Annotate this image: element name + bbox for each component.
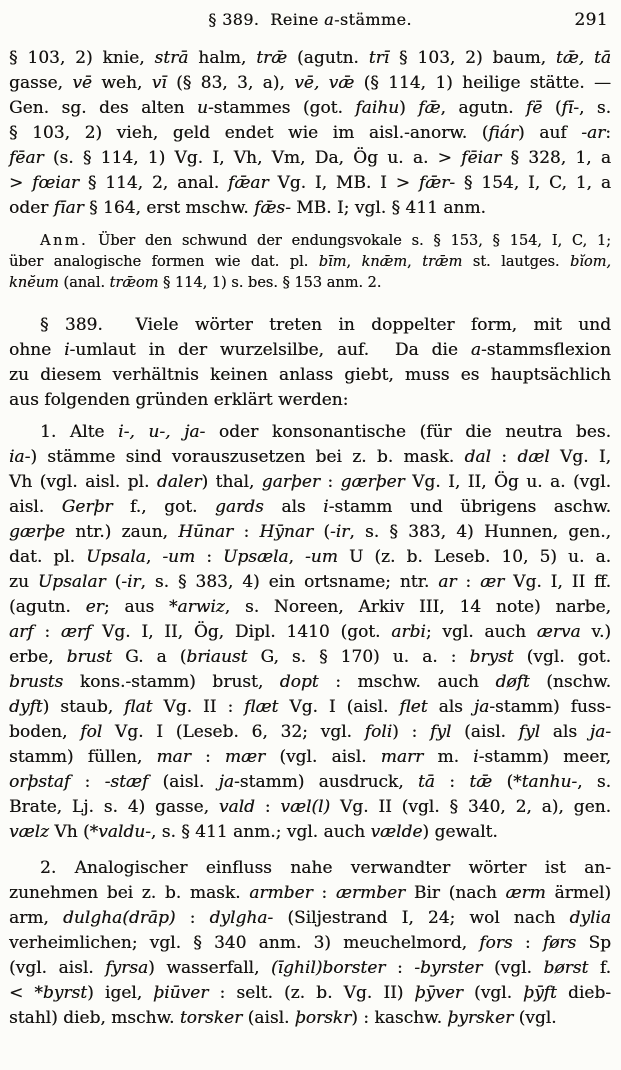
text-run: > xyxy=(9,173,33,193)
text-run: (aisl. xyxy=(148,772,219,792)
term-italic: dyft xyxy=(9,697,43,717)
text-line xyxy=(9,770,611,795)
text-line xyxy=(9,956,611,981)
term-italic: brusts xyxy=(9,672,64,692)
term-italic: fǣs- xyxy=(254,198,291,218)
text-line xyxy=(9,856,611,881)
running-header-title xyxy=(208,10,412,29)
term-italic: ar xyxy=(438,572,457,592)
term-italic: børst xyxy=(543,958,589,978)
text-run: -umlaut in der wurzelsilbe, auf. Da die xyxy=(69,340,471,360)
term-italic: trǣ xyxy=(256,48,288,68)
term-italic: gærþe xyxy=(9,522,65,542)
text-run: : xyxy=(490,447,518,467)
point-2 xyxy=(9,856,611,1031)
text-run: über analogische formen wie dat. pl. xyxy=(9,254,319,270)
text-run: -stämme. xyxy=(334,10,412,29)
text-run: -stamm) ausdruck, xyxy=(234,772,418,792)
text-run: ) auf xyxy=(518,123,582,143)
term-italic: garþer xyxy=(261,472,320,492)
text-run: Vg. I, xyxy=(549,447,611,467)
term-italic: trǣom xyxy=(109,275,159,291)
text-line xyxy=(9,273,611,294)
text-run: , agutn. xyxy=(440,98,527,118)
text-run: : xyxy=(254,797,281,817)
text-run: ( xyxy=(313,522,330,542)
text-line xyxy=(9,695,611,720)
term-italic: fēiar xyxy=(461,148,502,168)
text-line xyxy=(9,931,611,956)
text-line xyxy=(9,570,611,595)
term-italic: þȳft xyxy=(523,983,557,1003)
text-run: , s. xyxy=(578,98,611,118)
text-run: (§ 114, 1) heilige stätte. — xyxy=(354,73,611,93)
text-run: zunehmen bei z. b. mask. xyxy=(9,883,250,903)
text-run: § 389. Viele wörter treten in doppelter form, mit und xyxy=(40,315,611,335)
term-italic: flat xyxy=(124,697,153,717)
term-italic: Hȳnar xyxy=(259,522,314,542)
term-italic: strā xyxy=(154,48,189,68)
text-run: U (z. b. Leseb. 10, 5) u. a. xyxy=(337,547,611,567)
term-italic: ja xyxy=(218,772,235,792)
text-run: , xyxy=(145,547,163,567)
term-italic: knĕum xyxy=(9,275,59,291)
term-italic: fē xyxy=(526,98,543,118)
term-italic: ærmber xyxy=(335,883,406,903)
text-run: § 389. Reine xyxy=(208,10,325,29)
text-run: 1. Alte xyxy=(40,422,119,442)
text-run: ( xyxy=(492,772,514,792)
term-italic: dopt xyxy=(279,672,319,692)
term-italic: fǣr- xyxy=(418,173,456,193)
term-italic: ia- xyxy=(9,447,31,467)
text-run: ) igel, xyxy=(87,983,154,1003)
term-italic: þorskr xyxy=(294,1008,352,1028)
text-run: : xyxy=(33,622,61,642)
text-run: dieb- xyxy=(556,983,611,1003)
term-italic: vælde xyxy=(370,822,423,842)
text-run: ntr.) zaun, xyxy=(64,522,179,542)
text-run: , s. Noreen, Arkiv III, 14 note) narbe, xyxy=(224,597,612,617)
term-italic: mar xyxy=(156,747,191,767)
term-italic: trǣm xyxy=(422,254,463,270)
text-line xyxy=(9,46,611,71)
term-italic: torsker xyxy=(179,1008,243,1028)
text-run: (anal. xyxy=(58,275,110,291)
term-italic: ja xyxy=(473,697,490,717)
text-run: ) wasserfall, xyxy=(148,958,271,978)
term-italic: -stæf xyxy=(104,772,149,792)
text-run: G. a ( xyxy=(112,647,187,667)
text-run: : xyxy=(190,747,225,767)
term-italic: þyrsker xyxy=(447,1008,514,1028)
term-italic: dal xyxy=(464,447,491,467)
term-italic: daler xyxy=(156,472,202,492)
text-line xyxy=(9,545,611,570)
term-italic: *tanhu- xyxy=(513,772,578,792)
term-italic: fol xyxy=(80,722,103,742)
text-run: Gen. sg. des alten xyxy=(9,98,197,118)
text-line xyxy=(9,146,611,171)
text-run: (Siljestrand I, 24; wol nach xyxy=(273,908,570,928)
text-run: : xyxy=(233,522,260,542)
text-run: (aisl. xyxy=(451,722,519,742)
text-line xyxy=(9,363,611,388)
text-run: ) staub, xyxy=(42,697,125,717)
text-run: , xyxy=(407,254,423,270)
term-italic: vē xyxy=(72,73,92,93)
text-line xyxy=(9,795,611,820)
text-line xyxy=(9,420,611,445)
term-italic: *arwiz xyxy=(169,597,225,617)
text-run: verheimlichen; vgl. § 340 anm. 3) meuchelmord, xyxy=(9,933,480,953)
text-run: (vgl. xyxy=(482,958,544,978)
text-run: arm, xyxy=(9,908,63,928)
term-italic: fīar xyxy=(53,198,84,218)
text-run: boden, xyxy=(9,722,81,742)
text-run: kons.-stamm) brust, xyxy=(63,672,280,692)
text-run: Brate, Lj. s. 4) gasse, xyxy=(9,797,219,817)
text-line xyxy=(9,171,611,196)
term-italic: a xyxy=(470,340,481,360)
term-italic: *valdu- xyxy=(89,822,151,842)
text-line xyxy=(9,745,611,770)
text-run: (agutn. xyxy=(287,48,369,68)
term-italic: tǣ xyxy=(469,772,493,792)
term-italic: -ir xyxy=(330,522,350,542)
term-italic: gards xyxy=(215,497,264,517)
text-run: : xyxy=(175,908,210,928)
text-line xyxy=(9,1006,611,1031)
term-italic: Upsalar xyxy=(37,572,106,592)
term-italic: fyl xyxy=(518,722,541,742)
term-italic: dylgha- xyxy=(209,908,274,928)
text-line xyxy=(9,445,611,470)
text-line xyxy=(9,595,611,620)
term-italic: bīm xyxy=(318,254,347,270)
term-italic: trī xyxy=(368,48,390,68)
text-run: Vg. I (aisl. xyxy=(278,697,400,717)
term-italic: bĭom, xyxy=(570,254,612,270)
term-italic: dylia xyxy=(569,908,611,928)
anmerkung xyxy=(9,231,611,294)
text-run: Bir (nach xyxy=(405,883,506,903)
text-run: -stamm) fuss- xyxy=(489,697,611,717)
term-italic: i xyxy=(473,747,479,767)
text-run: m. xyxy=(423,747,474,767)
term-italic: arbi xyxy=(391,622,426,642)
text-line xyxy=(9,231,611,252)
text-run: (s. § 114, 1) Vg. I, Vh, Vm, Da, Ög u. a. > xyxy=(43,148,462,168)
term-italic: dulgha(drāp) xyxy=(62,908,176,928)
text-line xyxy=(9,96,611,121)
text-run: , xyxy=(346,254,362,270)
text-run: stahl) dieb, mschw. xyxy=(9,1008,180,1028)
term-italic: flæt xyxy=(244,697,279,717)
text-run: ) stämme sind vorauszusetzen bei z. b. mask. xyxy=(30,447,465,467)
running-header xyxy=(9,8,611,32)
term-italic: (īghil)borster xyxy=(270,958,386,978)
term-italic: fǣ xyxy=(418,98,441,118)
text-run: § 328, 1, a xyxy=(501,148,611,168)
text-line xyxy=(9,338,611,363)
text-run: ärmel) xyxy=(545,883,611,903)
term-italic: faihu xyxy=(355,98,400,118)
text-run: -stammsflexion xyxy=(480,340,611,360)
text-run: § 103, 2) vieh, geld endet wie im aisl.-anorw. ( xyxy=(9,123,489,143)
text-run: Vg. II : xyxy=(152,697,245,717)
text-run: : xyxy=(195,547,224,567)
text-run: : xyxy=(385,958,415,978)
text-run: dat. pl. xyxy=(9,547,87,567)
text-run: Sp xyxy=(576,933,611,953)
text-run: : xyxy=(70,772,105,792)
text-run: Vh (vgl. aisl. pl. xyxy=(9,472,157,492)
text-run: § 114, 2, anal. xyxy=(78,173,229,193)
text-run: , s. § 383, 4) Hunnen, gen., xyxy=(349,522,611,542)
text-run: Vg. II (vgl. § 340, 2, a), gen. xyxy=(330,797,611,817)
text-run: ) gewalt. xyxy=(422,822,498,842)
text-line xyxy=(9,720,611,745)
term-italic: fyl xyxy=(430,722,452,742)
term-italic: vælz xyxy=(9,822,49,842)
text-run: ; aus xyxy=(103,597,170,617)
term-italic: fors xyxy=(479,933,513,953)
text-run: , s. § 383, 4) ein ortsname; ntr. xyxy=(140,572,439,592)
term-italic: fyrsa xyxy=(105,958,149,978)
term-italic: -um xyxy=(305,547,338,567)
text-line xyxy=(9,820,611,845)
term-italic: ærm xyxy=(505,883,546,903)
text-run: § 114, 1) s. bes. § 153 anm. 2. xyxy=(158,275,382,291)
text-run: § 103, 2) baum, xyxy=(389,48,556,68)
para-continuation xyxy=(9,46,611,221)
text-line xyxy=(9,252,611,273)
term-italic: tā xyxy=(417,772,435,792)
text-run: aisl. xyxy=(9,497,62,517)
term-italic: fœiar xyxy=(32,173,79,193)
term-italic: vald xyxy=(218,797,255,817)
text-run: : xyxy=(434,772,470,792)
term-italic: -ar xyxy=(581,123,606,143)
text-line xyxy=(9,881,611,906)
point-1 xyxy=(9,420,611,845)
term-italic: ærva xyxy=(536,622,581,642)
term-italic: -byrster xyxy=(414,958,483,978)
text-run: Vg. I, II ff. xyxy=(504,572,611,592)
text-run: gasse, xyxy=(9,73,73,93)
text-run: , s. § 411 anm.; vgl. auch xyxy=(150,822,371,842)
term-italic: brust xyxy=(66,647,113,667)
text-run: Anm. xyxy=(40,233,89,249)
text-run: (vgl. got. xyxy=(513,647,612,667)
term-italic: -ir xyxy=(121,572,141,592)
text-run: ; vgl. auch xyxy=(425,622,537,642)
text-run: halm, xyxy=(188,48,257,68)
term-italic: Hūnar xyxy=(178,522,234,542)
text-run: Vg. I, II, Ög u. a. (vgl. xyxy=(404,472,611,492)
term-italic: a xyxy=(324,10,335,29)
text-run: -stammes (got. xyxy=(207,98,356,118)
text-run: : xyxy=(319,472,341,492)
term-italic: døft xyxy=(495,672,530,692)
term-italic: tǣ, tā xyxy=(555,48,611,68)
term-italic: fiár xyxy=(488,123,518,143)
term-italic: i xyxy=(64,340,70,360)
text-run: Vg. I (Leseb. 6, 32; vgl. xyxy=(102,722,365,742)
term-italic: flet xyxy=(399,697,428,717)
text-run: Über den schwund der endungsvokale s. § 153, § 154, I, C, 1; xyxy=(88,233,611,249)
text-run: ( xyxy=(105,572,122,592)
term-italic: armber xyxy=(249,883,313,903)
text-run: (vgl. aisl. xyxy=(265,747,381,767)
text-run: zu xyxy=(9,572,38,592)
text-run: oder konsonantische (für die neutra bes. xyxy=(205,422,611,442)
term-italic: fēar xyxy=(9,148,44,168)
term-italic: ær xyxy=(480,572,505,592)
text-run: (vgl. aisl. xyxy=(9,958,106,978)
text-run: MB. I; vgl. § 411 anm. xyxy=(290,198,486,218)
text-run: Vg. I, II, Ög, Dipl. 1410 (got. xyxy=(91,622,392,642)
term-italic: Gerþr xyxy=(61,497,113,517)
term-italic: vē, vǣ xyxy=(294,73,355,93)
term-italic: i-, u-, ja- xyxy=(118,422,206,442)
text-run: ( xyxy=(542,98,562,118)
text-run: -stamm und übrigens aschw. xyxy=(328,497,612,517)
text-run: § 154, I, C, 1, a xyxy=(455,173,611,193)
text-body xyxy=(9,46,611,1031)
term-italic: Upsala xyxy=(86,547,146,567)
term-italic: þȳver xyxy=(414,983,463,1003)
text-run: f., got. xyxy=(112,497,215,517)
text-run: 2. Analogischer einfluss nahe verwandter wörter ist an- xyxy=(40,858,611,878)
text-run: stamm) füllen, xyxy=(9,747,157,767)
text-run: ohne xyxy=(9,340,65,360)
text-run: erbe, xyxy=(9,647,67,667)
text-run: § 164, erst mschw. xyxy=(83,198,255,218)
text-run: weh, xyxy=(91,73,152,93)
text-line xyxy=(9,670,611,695)
term-italic: u xyxy=(196,98,208,118)
term-italic: fǣar xyxy=(228,173,269,193)
term-italic: ja- xyxy=(589,722,611,742)
text-run: oder xyxy=(9,198,54,218)
term-italic: bryst xyxy=(469,647,514,667)
text-line xyxy=(9,981,611,1006)
text-run: v.) xyxy=(580,622,612,642)
term-italic: i xyxy=(323,497,329,517)
term-italic: gærþer xyxy=(340,472,405,492)
text-run: ) xyxy=(399,98,419,118)
text-run: zu diesem verhältnis keinen anlass giebt, muss es hauptsächlich xyxy=(9,365,611,385)
page-number: 291 xyxy=(574,10,608,30)
text-line xyxy=(9,388,611,413)
text-run: als xyxy=(263,497,324,517)
term-italic: væl(l) xyxy=(280,797,331,817)
text-line xyxy=(9,645,611,670)
text-line xyxy=(9,121,611,146)
text-run: f. xyxy=(588,958,611,978)
text-run: : xyxy=(605,123,611,143)
term-italic: Upsæla xyxy=(223,547,289,567)
term-italic: knǣm xyxy=(361,254,408,270)
term-italic: mær xyxy=(224,747,266,767)
text-run: st. lautges. xyxy=(462,254,570,270)
text-run: : xyxy=(312,883,336,903)
section-389 xyxy=(9,313,611,413)
term-italic: *byrst xyxy=(34,983,88,1003)
text-run: (§ 83, 3, a), xyxy=(166,73,295,93)
text-run: : xyxy=(512,933,543,953)
text-run: Vg. I, MB. I > xyxy=(268,173,419,193)
text-line xyxy=(9,196,611,221)
text-run: (aisl. xyxy=(242,1008,295,1028)
text-run: § 103, 2) knie, xyxy=(9,48,155,68)
text-run: : xyxy=(456,572,481,592)
text-run: : selt. (z. b. Vg. II) xyxy=(208,983,415,1003)
term-italic: foli xyxy=(364,722,393,742)
text-run: ) thal, xyxy=(201,472,262,492)
text-run: , xyxy=(288,547,306,567)
term-italic: orþstaf xyxy=(9,772,71,792)
text-line xyxy=(9,906,611,931)
text-line xyxy=(9,495,611,520)
text-line xyxy=(9,470,611,495)
text-run: ) : xyxy=(392,722,431,742)
text-run: (vgl. xyxy=(462,983,524,1003)
text-run: ) : kaschw. xyxy=(351,1008,448,1028)
term-italic: er xyxy=(85,597,104,617)
text-run: aus folgenden gründen erklärt werden: xyxy=(9,390,349,410)
text-line xyxy=(9,71,611,96)
text-run: Vh ( xyxy=(48,822,90,842)
term-italic: førs xyxy=(542,933,577,953)
text-run: als xyxy=(540,722,590,742)
text-run: (nschw. xyxy=(529,672,611,692)
text-run: -stamm) meer, xyxy=(478,747,611,767)
text-run: (vgl. xyxy=(513,1008,557,1028)
text-line xyxy=(9,520,611,545)
text-run: : mschw. auch xyxy=(318,672,496,692)
term-italic: fī- xyxy=(561,98,579,118)
term-italic: þiūver xyxy=(153,983,209,1003)
text-run: < xyxy=(9,983,35,1003)
term-italic: marr xyxy=(380,747,424,767)
term-italic: -um xyxy=(162,547,196,567)
term-italic: arf xyxy=(9,622,34,642)
text-run: G, s. § 170) u. a. : xyxy=(247,647,470,667)
text-run: (agutn. xyxy=(9,597,86,617)
term-italic: briaust xyxy=(186,647,248,667)
term-italic: dæl xyxy=(517,447,550,467)
term-italic: vī xyxy=(151,73,167,93)
text-line xyxy=(9,313,611,338)
text-line xyxy=(9,620,611,645)
text-run: , s. xyxy=(577,772,612,792)
term-italic: ærf xyxy=(60,622,92,642)
text-run: als xyxy=(427,697,474,717)
